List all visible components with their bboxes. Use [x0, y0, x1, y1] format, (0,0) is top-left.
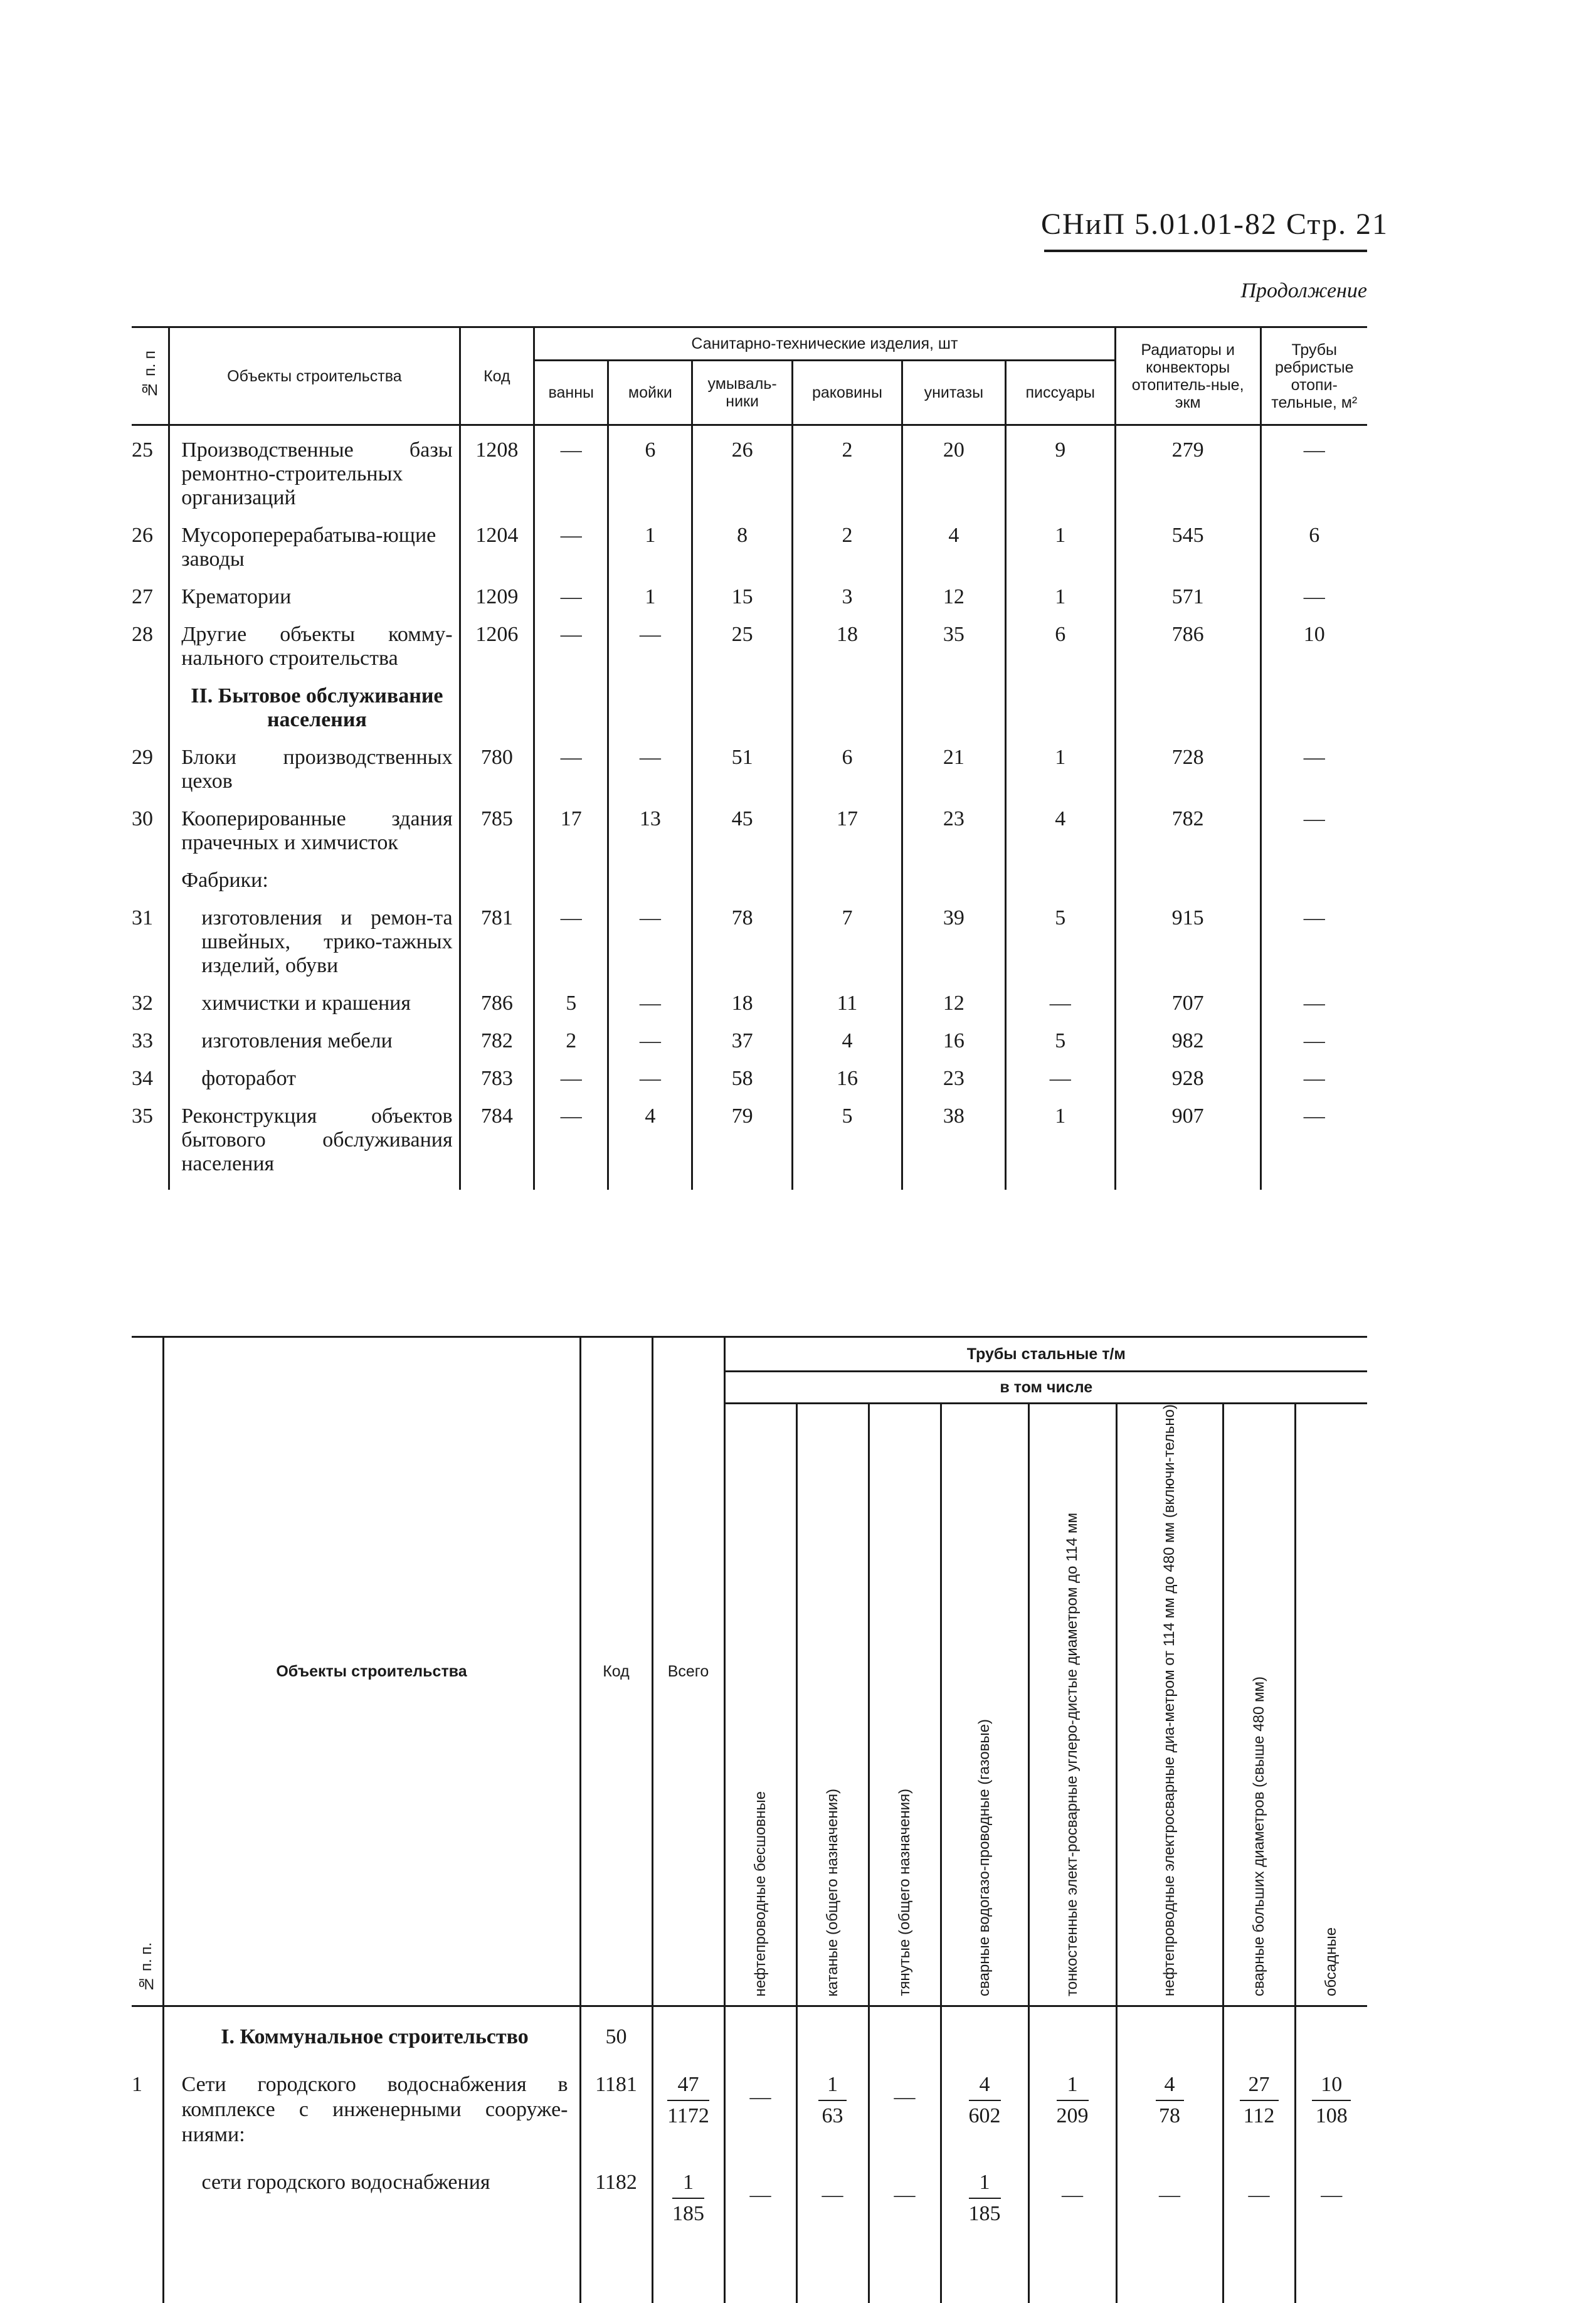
col-header-number: № п. п.	[132, 1337, 163, 2006]
value-cell: —	[1260, 746, 1367, 807]
value-cell: 6	[792, 746, 902, 807]
dash-value: —	[1321, 2183, 1343, 2207]
value-cell: 907	[1115, 1104, 1260, 1190]
col-header-oil-seamless: нефтепроводные бесшовные	[724, 1404, 796, 2006]
value-cell: 37	[692, 1029, 793, 1067]
object-code: 1208	[460, 425, 534, 524]
table-row	[132, 1029, 1367, 1067]
col-header-baths: ванны	[534, 361, 608, 425]
continuation-label: Продолжение	[1240, 279, 1367, 302]
fraction	[1057, 2072, 1089, 2129]
value-cell: —	[534, 425, 608, 524]
row-number: 30	[132, 807, 153, 830]
value-cell	[1115, 869, 1260, 906]
dash-value: —	[822, 2183, 843, 2207]
value-cell: 707	[1115, 992, 1260, 1029]
value-cell	[796, 2072, 869, 2170]
numerator: 27	[1240, 2072, 1279, 2101]
col-header-rolled: катаные (общего назначения)	[796, 1404, 869, 2006]
value-cell	[1005, 684, 1115, 746]
numerator: 1	[969, 2170, 1001, 2199]
value-cell: —	[608, 992, 692, 1029]
row-number: 1	[132, 2073, 142, 2097]
row-number	[132, 869, 169, 906]
col-header-object: Объекты строительства	[169, 327, 460, 425]
value-cell	[941, 2170, 1028, 2249]
numerator: 1	[672, 2170, 704, 2199]
object-code: 1209	[460, 585, 534, 623]
table-row	[132, 425, 1367, 524]
dash-value: —	[1062, 2183, 1083, 2207]
value-cell	[792, 684, 902, 746]
dash-value: —	[894, 2085, 916, 2109]
value-cell: 18	[692, 992, 793, 1029]
col-header-toilets: унитазы	[902, 361, 1005, 425]
col-header-washbasins: умываль-ники	[692, 361, 793, 425]
object-name: Реконструкция объектов бытового обслуживания населения	[169, 1104, 460, 1190]
table-row	[132, 807, 1367, 869]
col-header-total: Всего	[652, 1337, 724, 2006]
value-cell: 1	[608, 524, 692, 585]
value-cell: —	[1260, 1104, 1367, 1190]
value-cell: 6	[1260, 524, 1367, 585]
sanitary-fixtures-table	[132, 326, 1367, 1190]
value-cell: —	[534, 746, 608, 807]
fraction	[969, 2072, 1001, 2129]
row-number: 33	[132, 1029, 153, 1052]
row-number	[132, 2170, 163, 2249]
value-cell: 25	[692, 623, 793, 684]
value-cell: —	[1260, 906, 1367, 992]
value-cell: 728	[1115, 746, 1260, 807]
value-cell	[1223, 2170, 1295, 2249]
value-cell: —	[1260, 425, 1367, 524]
value-cell: —	[1005, 1067, 1115, 1104]
value-cell: 571	[1115, 585, 1260, 623]
value-cell: 12	[902, 992, 1005, 1029]
col-header-sinks: мойки	[608, 361, 692, 425]
value-cell: 18	[792, 623, 902, 684]
object-code: 781	[460, 906, 534, 992]
value-cell: 1	[1005, 524, 1115, 585]
denominator: 108	[1315, 2104, 1348, 2128]
value-cell	[1005, 869, 1115, 906]
value-cell: 21	[902, 746, 1005, 807]
value-cell: 23	[902, 807, 1005, 869]
value-cell: 11	[792, 992, 902, 1029]
value-cell: 17	[792, 807, 902, 869]
value-cell: 16	[902, 1029, 1005, 1067]
object-code: 784	[460, 1104, 534, 1190]
value-cell: 5	[1005, 906, 1115, 992]
value-cell: —	[608, 1029, 692, 1067]
object-name: Блоки производственных цехов	[169, 746, 460, 807]
value-cell: 545	[1115, 524, 1260, 585]
value-cell: —	[534, 1104, 608, 1190]
dash-value: —	[749, 2085, 771, 2109]
dash-value: —	[1159, 2183, 1180, 2207]
value-cell: 9	[1005, 425, 1115, 524]
fraction	[1240, 2072, 1279, 2129]
object-name: фоторабот	[169, 1067, 460, 1104]
object-name: Крематории	[169, 585, 460, 623]
fraction	[969, 2170, 1001, 2226]
object-name: Мусороперерабатыва-ющие заводы	[169, 524, 460, 585]
col-header-finned-pipes: Трубы ребристые отопи-тельные, м²	[1260, 327, 1367, 425]
denominator: 1172	[667, 2104, 709, 2128]
row-number: 31	[132, 906, 153, 929]
value-cell: —	[1260, 1067, 1367, 1104]
value-cell: 2	[792, 425, 902, 524]
denominator: 112	[1243, 2104, 1275, 2128]
value-cell: 2	[534, 1029, 608, 1067]
denominator: 185	[968, 2202, 1001, 2226]
value-cell: 58	[692, 1067, 793, 1104]
table-row	[132, 869, 1367, 906]
table-row	[132, 2170, 1367, 2249]
value-cell: —	[608, 1067, 692, 1104]
col-header-welded-gas: сварные водогазо-проводные (газовые)	[941, 1404, 1028, 2006]
table-row-section	[132, 2006, 1367, 2073]
value-cell	[534, 684, 608, 746]
numerator: 4	[969, 2072, 1001, 2101]
value-cell	[534, 869, 608, 906]
row-number: 26	[132, 524, 153, 547]
object-name: изготовления мебели	[169, 1029, 460, 1067]
object-name: изготовления и ремон-та швейных, трико-тажных изделий, обуви	[169, 906, 460, 992]
value-cell	[869, 2170, 941, 2249]
value-cell: 15	[692, 585, 793, 623]
dash-value: —	[894, 2183, 916, 2207]
table-row	[132, 2072, 1367, 2170]
value-cell: —	[534, 623, 608, 684]
value-cell	[652, 2072, 724, 2170]
fraction	[818, 2072, 847, 2129]
object-code: 785	[460, 807, 534, 869]
value-cell	[652, 2170, 724, 2249]
value-cell	[1223, 2072, 1295, 2170]
object-code: 1206	[460, 623, 534, 684]
object-code: 786	[460, 992, 534, 1029]
value-cell: 39	[902, 906, 1005, 992]
value-cell: 6	[1005, 623, 1115, 684]
value-cell	[1260, 869, 1367, 906]
value-cell	[941, 2072, 1028, 2170]
row-number: 35	[132, 1104, 153, 1128]
denominator: 209	[1056, 2104, 1089, 2128]
value-cell: 8	[692, 524, 793, 585]
value-cell: 5	[1005, 1029, 1115, 1067]
value-cell: 982	[1115, 1029, 1260, 1067]
value-cell: 782	[1115, 807, 1260, 869]
value-cell	[724, 2170, 796, 2249]
table-row	[132, 992, 1367, 1029]
value-cell: —	[1005, 992, 1115, 1029]
numerator: 4	[1156, 2072, 1184, 2101]
value-cell	[608, 869, 692, 906]
numerator: 10	[1312, 2072, 1351, 2101]
col-header-sanitary-group: Санитарно-технические изделия, шт	[534, 327, 1116, 361]
numerator: 1	[818, 2072, 847, 2101]
col-header-urinals: писсуары	[1005, 361, 1115, 425]
value-cell: 1	[1005, 746, 1115, 807]
value-cell: 5	[534, 992, 608, 1029]
row-number: 25	[132, 438, 153, 462]
object-name: Фабрики:	[169, 869, 460, 906]
value-cell: 279	[1115, 425, 1260, 524]
value-cell	[724, 2072, 796, 2170]
value-cell: 23	[902, 1067, 1005, 1104]
value-cell	[1260, 684, 1367, 746]
value-cell: 1	[1005, 585, 1115, 623]
value-cell	[1295, 2072, 1367, 2170]
table-row-spacer	[132, 2249, 1367, 2303]
value-cell: 5	[792, 1104, 902, 1190]
value-cell: —	[1260, 585, 1367, 623]
value-cell: 45	[692, 807, 793, 869]
value-cell: —	[1260, 807, 1367, 869]
object-code: 1181	[580, 2072, 652, 2170]
row-number	[132, 684, 169, 746]
col-header-large-diameter: сварные больших диаметров (свыше 480 мм)	[1223, 1404, 1295, 2006]
value-cell: 38	[902, 1104, 1005, 1190]
value-cell: 26	[692, 425, 793, 524]
value-cell: 2	[792, 524, 902, 585]
row-number: 27	[132, 585, 153, 608]
row-number: 32	[132, 992, 153, 1015]
table-row	[132, 1067, 1367, 1104]
dash-value: —	[1248, 2183, 1270, 2207]
value-cell: 3	[792, 585, 902, 623]
denominator: 185	[672, 2202, 704, 2226]
page-header: СНиП 5.01.01-82 Стр. 21	[1041, 208, 1388, 241]
value-cell: 12	[902, 585, 1005, 623]
value-cell: —	[534, 585, 608, 623]
steel-pipes-table	[132, 1336, 1367, 2303]
value-cell: 928	[1115, 1067, 1260, 1104]
value-cell: 786	[1115, 623, 1260, 684]
value-cell	[902, 684, 1005, 746]
table-row	[132, 524, 1367, 585]
table-row	[132, 684, 1367, 746]
value-cell: —	[608, 623, 692, 684]
value-cell	[1115, 684, 1260, 746]
value-cell: 35	[902, 623, 1005, 684]
value-cell: 915	[1115, 906, 1260, 992]
object-name: Другие объекты комму-нального строительства	[169, 623, 460, 684]
value-cell: 6	[608, 425, 692, 524]
object-name: Производственные базы ремонтно-строительных организаций	[169, 425, 460, 524]
fraction	[667, 2072, 709, 2129]
object-code: 783	[460, 1067, 534, 1104]
row-number: 28	[132, 623, 153, 646]
value-cell	[608, 684, 692, 746]
object-code: 1182	[580, 2170, 652, 2249]
denominator: 602	[968, 2104, 1001, 2128]
object-name: II. Бытовое обслуживание населения	[169, 684, 460, 746]
col-header-object: Объекты строительства	[163, 1337, 580, 2006]
col-header-steel-pipes: Трубы стальные т/м	[724, 1337, 1367, 1372]
value-cell: —	[608, 746, 692, 807]
value-cell: 20	[902, 425, 1005, 524]
value-cell: 10	[1260, 623, 1367, 684]
value-cell: 4	[1005, 807, 1115, 869]
section-title: I. Коммунальное строительство	[163, 2006, 580, 2073]
value-cell: 7	[792, 906, 902, 992]
dash-value: —	[749, 2183, 771, 2207]
value-cell: —	[534, 906, 608, 992]
value-cell: —	[1260, 992, 1367, 1029]
value-cell	[796, 2170, 869, 2249]
row-number: 34	[132, 1067, 153, 1090]
table-row	[132, 585, 1367, 623]
value-cell: —	[534, 524, 608, 585]
col-header-including: в том числе	[724, 1372, 1367, 1404]
table-row	[132, 1104, 1367, 1190]
value-cell: 51	[692, 746, 793, 807]
value-cell: 16	[792, 1067, 902, 1104]
numerator: 1	[1057, 2072, 1089, 2101]
value-cell: —	[1260, 1029, 1367, 1067]
value-cell	[1116, 2170, 1223, 2249]
object-code: 780	[460, 746, 534, 807]
object-name: Сети городского водоснабжения в комплексе с инженерными сооруже-ниями:	[163, 2072, 580, 2170]
row-number: 29	[132, 746, 153, 769]
value-cell	[692, 684, 793, 746]
section-code: 50	[580, 2006, 652, 2073]
numerator: 47	[667, 2072, 709, 2101]
table-row	[132, 623, 1367, 684]
value-cell	[1116, 2072, 1223, 2170]
value-cell: —	[534, 1067, 608, 1104]
value-cell: 79	[692, 1104, 793, 1190]
value-cell	[692, 869, 793, 906]
object-code	[460, 869, 534, 906]
value-cell	[902, 869, 1005, 906]
object-code: 782	[460, 1029, 534, 1067]
col-header-basins: раковины	[792, 361, 902, 425]
object-name: сети городского водоснабжения	[163, 2170, 580, 2249]
value-cell: 1	[608, 585, 692, 623]
value-cell: 78	[692, 906, 793, 992]
value-cell: 4	[608, 1104, 692, 1190]
col-header-drawn: тянутые (общего назначения)	[869, 1404, 941, 2006]
value-cell	[1028, 2170, 1116, 2249]
value-cell: 13	[608, 807, 692, 869]
col-header-code: Код	[460, 327, 534, 425]
col-header-code: Код	[580, 1337, 652, 2006]
fraction	[1156, 2072, 1184, 2129]
table-row	[132, 906, 1367, 992]
col-header-oil-welded: нефтепроводные электросварные диа-метром от 114 мм до 480 мм (включи-тельно)	[1116, 1404, 1223, 2006]
value-cell	[1028, 2072, 1116, 2170]
header-underline	[1044, 250, 1367, 252]
value-cell: 4	[792, 1029, 902, 1067]
value-cell	[1295, 2170, 1367, 2249]
denominator: 78	[1159, 2104, 1180, 2128]
col-header-number: № п. п	[132, 327, 169, 425]
object-name: Кооперированные здания прачечных и химчисток	[169, 807, 460, 869]
object-code	[460, 684, 534, 746]
table-row	[132, 746, 1367, 807]
col-header-casing: обсадные	[1295, 1404, 1367, 2006]
object-name: химчистки и крашения	[169, 992, 460, 1029]
value-cell: 4	[902, 524, 1005, 585]
fraction	[672, 2170, 704, 2226]
col-header-thinwall: тонкостенные элект-росварные углеро-дистые диаметром до 114 мм	[1028, 1404, 1116, 2006]
denominator: 63	[822, 2104, 843, 2128]
value-cell: 1	[1005, 1104, 1115, 1190]
col-header-radiators: Радиаторы и конвекторы отопитель-ные, экм	[1115, 327, 1260, 425]
value-cell: —	[608, 906, 692, 992]
value-cell	[792, 869, 902, 906]
object-code: 1204	[460, 524, 534, 585]
value-cell: 17	[534, 807, 608, 869]
value-cell	[869, 2072, 941, 2170]
fraction	[1312, 2072, 1351, 2129]
